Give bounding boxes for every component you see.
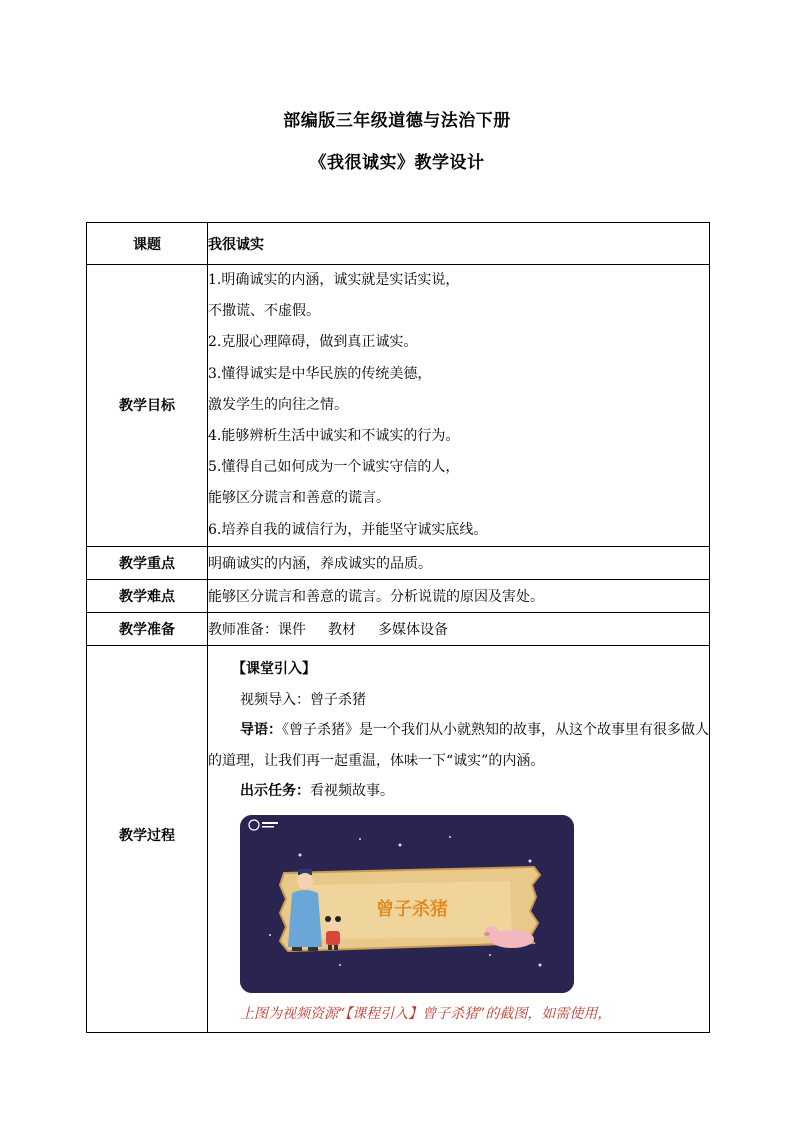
- document-subtitle: 《我很诚实》教学设计: [309, 153, 485, 173]
- goal-line: 5.懂得自己如何成为一个诚实守信的人，: [208, 459, 460, 476]
- difficulty-label: 教学难点: [87, 579, 208, 612]
- key-points-label: 教学重点: [87, 546, 208, 579]
- task-label: 出示任务：: [240, 783, 310, 800]
- goal-line: 不撒谎、不虚假。: [208, 303, 320, 320]
- task-text: 看视频故事。: [310, 783, 394, 800]
- process-content: [208, 645, 710, 1032]
- goal-line: 3.懂得诚实是中华民族的传统美德，: [208, 365, 432, 382]
- process-label: 教学过程: [87, 645, 208, 1032]
- prep-item: 多媒体设备: [378, 621, 448, 638]
- goal-line: 1.明确诚实的内涵，诚实就是实话实说，: [208, 272, 460, 288]
- video-thumbnail-illustration: [240, 815, 574, 993]
- topic-value: 我很诚实: [208, 223, 710, 265]
- table-row-process: [87, 645, 710, 1032]
- prep-item: 教材: [328, 621, 356, 638]
- task-line: [208, 776, 709, 807]
- difficulty-value: 能够区分谎言和善意的谎言。分析说谎的原因及害处。: [208, 579, 710, 612]
- video-caption: 上图为视频资源“【课程引入】曾子杀猪”的截图，如需使用，: [240, 1005, 612, 1022]
- prep-item: 教师准备：课件: [208, 621, 306, 638]
- guide-text: 《曾子杀猪》是一个我们从小就熟知的故事，从这个故事里有很多做人的道理，让我们再一起重温，体味一下“诚实”的内涵。: [208, 722, 709, 769]
- document-title: 部编版三年级道德与法治下册: [283, 111, 511, 131]
- table-row-difficulty: [87, 579, 710, 612]
- guide-paragraph: [208, 715, 709, 776]
- guide-label: 导语：: [240, 722, 282, 739]
- key-points-value: 明确诚实的内涵，养成诚实的品质。: [208, 546, 710, 579]
- table-row-preparation: [87, 612, 710, 645]
- table-row-key-points: [87, 546, 710, 579]
- video-intro-line: 视频导入：曾子杀猪: [240, 691, 366, 708]
- preparation-label: 教学准备: [87, 612, 208, 645]
- preparation-value: [208, 612, 710, 645]
- goal-line: 2.克服心理障碍，做到真正诚实。: [208, 334, 418, 351]
- table-row-topic: [87, 223, 710, 265]
- goal-line: 激发学生的向往之情。: [208, 396, 348, 413]
- topic-label: 课题: [87, 223, 208, 265]
- video-screenshot: [240, 815, 574, 993]
- section-heading: 【课堂引入】: [232, 661, 316, 678]
- lesson-plan-table: [86, 222, 710, 1033]
- goal-line: 6.培养自我的诚信行为，并能坚守诚实底线。: [208, 521, 488, 538]
- goals-list: [208, 265, 710, 547]
- video-title: 曾子杀猪: [376, 898, 448, 920]
- goal-line: 能够区分谎言和善意的谎言。: [208, 490, 390, 507]
- goals-label: 教学目标: [87, 265, 208, 547]
- table-row-goals: [87, 265, 710, 547]
- goal-line: 4.能够辨析生活中诚实和不诚实的行为。: [208, 427, 460, 444]
